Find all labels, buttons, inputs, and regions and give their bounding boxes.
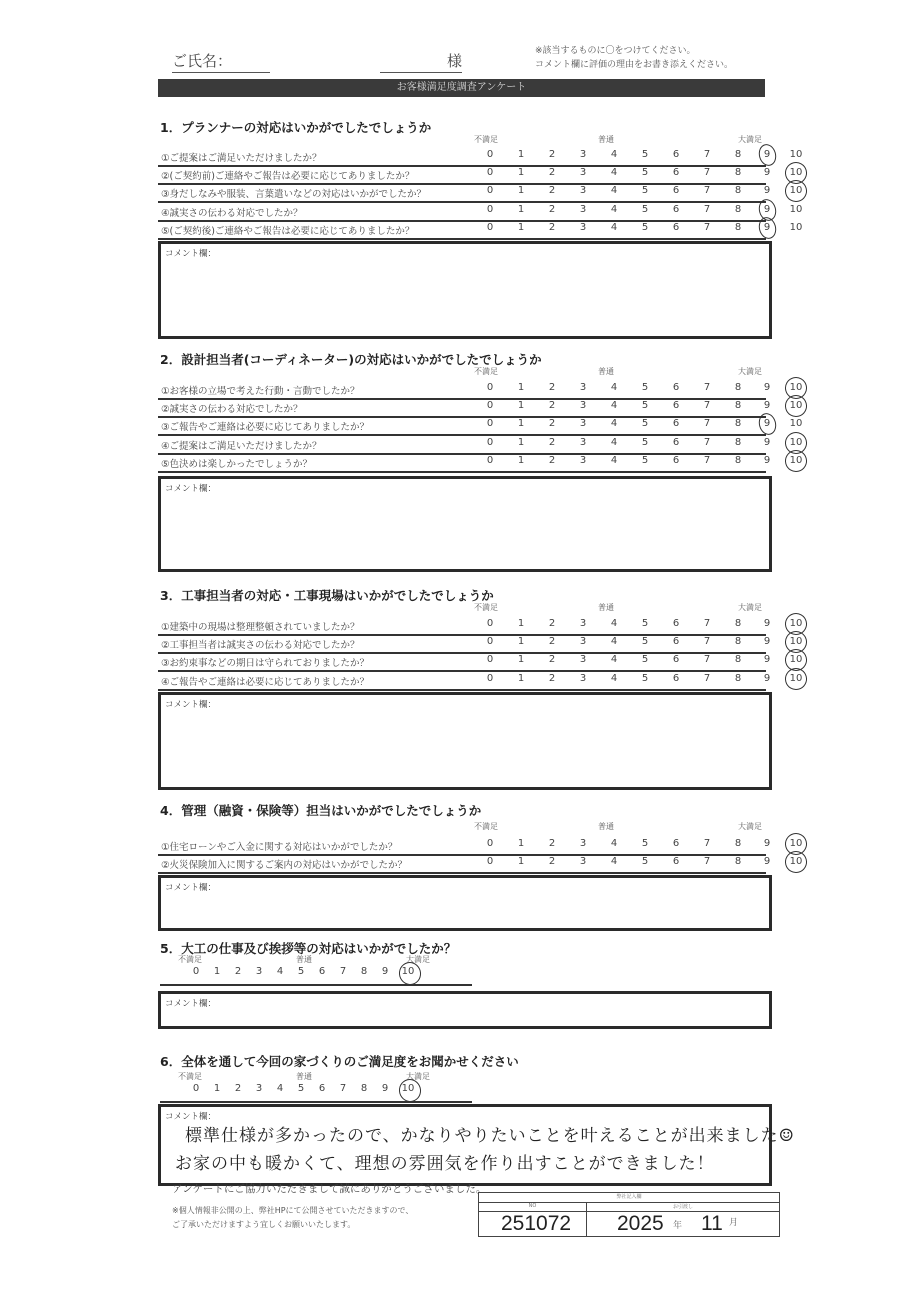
question-text: ③身だしなみや服装、言葉遣いなどの対応はいかがでしたか？ — [161, 189, 427, 201]
rating-option-9[interactable]: 9 — [763, 672, 771, 684]
rating-option-5[interactable]: 5 — [641, 436, 649, 448]
rating-option-1[interactable]: 1 — [517, 654, 525, 666]
rating-option-1[interactable]: 1 — [517, 672, 525, 684]
question-text: ①ご提案はご満足いただけましたか？ — [161, 153, 322, 164]
rating-option-3[interactable]: 3 — [579, 185, 587, 197]
rating-option-3[interactable]: 3 — [579, 672, 587, 684]
question-text: ①建築中の現場は整理整頓されていましたか？ — [161, 622, 360, 633]
comment-box[interactable] — [158, 241, 772, 339]
privacy-note-2: ご了承いただけますよう宜しくお願いいたします。 — [172, 1220, 356, 1229]
rating-option-6[interactable]: 6 — [672, 436, 680, 448]
rating-option-4[interactable]: 4 — [610, 149, 618, 160]
rating-option-1[interactable]: 1 — [517, 185, 525, 197]
rating-option-7[interactable]: 7 — [703, 149, 711, 160]
rating-option-7[interactable]: 7 — [703, 167, 711, 179]
rating-option-5[interactable]: 5 — [641, 636, 649, 648]
question-row — [158, 202, 803, 222]
question-text: ②火災保険加入に関するご案内の対応はいかがでしたか？ — [161, 860, 408, 872]
rating-option-2[interactable]: 2 — [548, 838, 556, 849]
month-unit: 月 — [729, 1217, 739, 1227]
question-text: ④ご報告やご連絡は必要に応じてありましたか？ — [161, 676, 370, 688]
rating-option-9[interactable]: 9 — [763, 856, 771, 868]
question-row — [158, 147, 803, 167]
rating-option-8[interactable]: 8 — [734, 185, 742, 197]
rating-option-1[interactable]: 1 — [517, 400, 525, 412]
rating-option-4[interactable]: 4 — [610, 185, 618, 197]
rating-option-2[interactable]: 2 — [548, 454, 556, 466]
rating-option-8[interactable]: 8 — [734, 400, 742, 412]
rating-option-3[interactable]: 3 — [579, 436, 587, 448]
rating-option-8[interactable]: 8 — [734, 203, 742, 215]
rating-option-10[interactable]: 10 — [789, 400, 803, 412]
thanks-message: アンケートにご協力いただきまして誠にありがとうございました。 — [172, 1183, 487, 1195]
rating-option-1[interactable]: 1 — [517, 856, 525, 868]
scale-label-mid: 普通 — [598, 822, 614, 831]
instruction-note-1: ※該当するものに〇をつけてください。 — [535, 46, 696, 56]
rating-option-2[interactable]: 2 — [548, 418, 556, 430]
handwritten-comment-line-1: 標準仕様が多かったので、かなりやりたいことを叶えることが出来ました☺ — [185, 1126, 795, 1146]
question-row — [158, 435, 803, 455]
rating-option-6[interactable]: 6 — [672, 654, 680, 666]
rating-option-2[interactable]: 2 — [548, 856, 556, 868]
rating-option-4[interactable]: 4 — [276, 1083, 284, 1094]
comment-box[interactable] — [158, 692, 772, 790]
section-title: 6．全体を通して今回の家づくりのご満足度をお聞かせください — [160, 1054, 519, 1069]
rating-option-6[interactable]: 6 — [672, 454, 680, 466]
question-row — [158, 416, 803, 436]
survey-title-banner: お客様満足度調査アンケート — [158, 79, 765, 97]
rating-option-0[interactable]: 0 — [486, 203, 494, 215]
rating-option-2[interactable]: 2 — [548, 221, 556, 233]
rating-option-4[interactable]: 4 — [610, 221, 618, 233]
selected-rating-circle — [783, 393, 810, 420]
rating-option-4[interactable]: 4 — [610, 382, 618, 393]
rating-option-10[interactable]: 10 — [789, 636, 803, 648]
rating-option-1[interactable]: 1 — [517, 436, 525, 448]
rating-option-2[interactable]: 2 — [234, 966, 242, 977]
rating-option-0[interactable]: 0 — [486, 454, 494, 466]
rating-option-9[interactable]: 9 — [763, 436, 771, 448]
scale-label-high: 大満足 — [406, 955, 430, 964]
rating-option-5[interactable]: 5 — [641, 418, 649, 430]
rating-option-5[interactable]: 5 — [641, 149, 649, 160]
rating-option-8[interactable]: 8 — [734, 221, 742, 233]
selected-rating-circle — [783, 849, 810, 876]
rating-option-6[interactable]: 6 — [672, 167, 680, 179]
selected-rating-circle — [756, 412, 778, 438]
handover-label: お引渡し — [587, 1203, 779, 1212]
rating-option-2[interactable]: 2 — [548, 636, 556, 648]
question-text: ⑤色決めは楽しかったでしょうか？ — [161, 458, 313, 470]
rating-option-9[interactable]: 9 — [763, 400, 771, 412]
rating-option-3[interactable]: 3 — [579, 856, 587, 868]
rating-option-6[interactable]: 6 — [672, 221, 680, 233]
rating-option-10[interactable]: 10 — [789, 149, 803, 160]
scale-label-low: 不満足 — [178, 955, 202, 964]
rating-option-4[interactable]: 4 — [610, 167, 618, 179]
rating-option-3[interactable]: 3 — [255, 1083, 263, 1094]
rating-option-8[interactable]: 8 — [734, 454, 742, 466]
rating-option-0[interactable]: 0 — [486, 418, 494, 430]
rating-option-6[interactable]: 6 — [318, 966, 326, 977]
comment-label: コメント欄： — [165, 484, 217, 494]
rating-option-1[interactable]: 1 — [517, 618, 525, 629]
rating-option-5[interactable]: 5 — [641, 856, 649, 868]
rating-option-4[interactable]: 4 — [610, 418, 618, 430]
rating-option-0[interactable]: 0 — [486, 636, 494, 648]
section-title: 2．設計担当者(コーディネーター)の対応はいかがでしたでしょうか — [160, 352, 542, 367]
rating-option-1[interactable]: 1 — [517, 221, 525, 233]
rating-option-0[interactable]: 0 — [486, 400, 494, 412]
rating-option-5[interactable]: 5 — [641, 654, 649, 666]
rating-option-7[interactable]: 7 — [339, 1083, 347, 1094]
rating-option-7[interactable]: 7 — [703, 856, 711, 868]
rating-option-7[interactable]: 7 — [703, 221, 711, 233]
instruction-note-2: コメント欄に評価の理由をお書き添えください。 — [535, 60, 734, 70]
rating-option-0[interactable]: 0 — [486, 856, 494, 868]
selected-rating-circle — [756, 142, 778, 168]
rating-option-0[interactable]: 0 — [486, 618, 494, 629]
rating-option-7[interactable]: 7 — [703, 436, 711, 448]
rating-option-8[interactable]: 8 — [734, 418, 742, 430]
rating-option-7[interactable]: 7 — [703, 418, 711, 430]
scale-underline — [160, 984, 472, 986]
question-row — [158, 220, 803, 240]
rating-option-3[interactable]: 3 — [579, 636, 587, 648]
rating-option-8[interactable]: 8 — [734, 382, 742, 393]
scale-label-low: 不満足 — [474, 367, 498, 376]
rating-option-2[interactable]: 2 — [548, 400, 556, 412]
rating-option-4[interactable]: 4 — [610, 856, 618, 868]
rating-option-5[interactable]: 5 — [641, 672, 649, 684]
rating-option-2[interactable]: 2 — [548, 618, 556, 629]
question-text: ②工事担当者は誠実さの伝わる対応でしたか？ — [161, 640, 360, 652]
rating-option-3[interactable]: 3 — [579, 418, 587, 430]
rating-option-2[interactable]: 2 — [234, 1083, 242, 1094]
rating-option-6[interactable]: 6 — [672, 636, 680, 648]
rating-option-2[interactable]: 2 — [548, 185, 556, 197]
question-text: ②誠実さの伝わる対応でしたか？ — [161, 404, 303, 416]
rating-option-5[interactable]: 5 — [297, 1083, 305, 1094]
rating-option-10[interactable]: 10 — [789, 203, 803, 215]
rating-option-10[interactable]: 10 — [789, 838, 803, 849]
rating-option-10[interactable]: 10 — [789, 856, 803, 868]
comment-box[interactable] — [158, 875, 772, 931]
rating-option-10[interactable]: 10 — [789, 167, 803, 179]
rating-option-3[interactable]: 3 — [579, 167, 587, 179]
rating-option-5[interactable]: 5 — [641, 838, 649, 849]
rating-option-0[interactable]: 0 — [192, 1083, 200, 1094]
question-row — [158, 398, 803, 418]
rating-option-3[interactable]: 3 — [579, 221, 587, 233]
section-title: 3．工事担当者の対応・工事現場はいかがでしたでしょうか — [160, 588, 494, 603]
selected-rating-circle — [783, 447, 810, 474]
comment-box[interactable] — [158, 476, 772, 572]
question-row — [158, 854, 803, 874]
rating-option-10[interactable]: 10 — [401, 966, 415, 977]
rating-option-6[interactable]: 6 — [672, 618, 680, 629]
question-row — [158, 183, 803, 203]
rating-option-7[interactable]: 7 — [703, 382, 711, 393]
scale-label-mid: 普通 — [598, 135, 614, 144]
rating-option-1[interactable]: 1 — [517, 167, 525, 179]
rating-option-9[interactable]: 9 — [381, 966, 389, 977]
scale-label-high: 大満足 — [406, 1072, 430, 1081]
rating-option-9[interactable]: 9 — [763, 149, 771, 160]
rating-option-4[interactable]: 4 — [610, 454, 618, 466]
rating-option-0[interactable]: 0 — [486, 221, 494, 233]
question-row — [158, 165, 803, 185]
rating-option-10[interactable]: 10 — [401, 1083, 415, 1094]
rating-option-7[interactable]: 7 — [703, 636, 711, 648]
rating-option-2[interactable]: 2 — [548, 167, 556, 179]
comment-label: コメント欄： — [165, 883, 217, 893]
question-row — [158, 671, 803, 691]
honorific: 様 — [446, 52, 462, 70]
rating-option-6[interactable]: 6 — [672, 856, 680, 868]
rating-option-0[interactable]: 0 — [486, 838, 494, 849]
question-row — [158, 616, 803, 636]
rating-option-0[interactable]: 0 — [486, 672, 494, 684]
rating-option-10[interactable]: 10 — [789, 221, 803, 233]
scale-label-mid: 普通 — [598, 603, 614, 612]
rating-option-5[interactable]: 5 — [641, 382, 649, 393]
question-text: ③お約束事などの期日は守られておりましたか？ — [161, 658, 370, 670]
rating-option-5[interactable]: 5 — [641, 400, 649, 412]
rating-option-0[interactable]: 0 — [486, 654, 494, 666]
rating-option-0[interactable]: 0 — [486, 436, 494, 448]
rating-option-4[interactable]: 4 — [610, 838, 618, 849]
rating-option-9[interactable]: 9 — [763, 618, 771, 629]
rating-option-1[interactable]: 1 — [517, 418, 525, 430]
selected-rating-circle — [756, 215, 778, 241]
question-text: ②(ご契約前)ご連絡やご報告は必要に応じてありましたか？ — [161, 171, 415, 183]
comment-box[interactable] — [158, 991, 772, 1029]
rating-option-0[interactable]: 0 — [486, 382, 494, 393]
rating-option-7[interactable]: 7 — [703, 654, 711, 666]
rating-option-8[interactable]: 8 — [734, 856, 742, 868]
section-title: 1．プランナーの対応はいかがでしたでしょうか — [160, 120, 432, 135]
rating-option-0[interactable]: 0 — [486, 167, 494, 179]
rating-option-1[interactable]: 1 — [213, 1083, 221, 1094]
rating-option-3[interactable]: 3 — [579, 618, 587, 629]
rating-option-7[interactable]: 7 — [703, 618, 711, 629]
rating-option-9[interactable]: 9 — [763, 203, 771, 215]
rating-option-5[interactable]: 5 — [641, 203, 649, 215]
rating-option-4[interactable]: 4 — [610, 618, 618, 629]
question-row — [158, 652, 803, 672]
rating-option-8[interactable]: 8 — [734, 672, 742, 684]
question-row — [158, 453, 803, 473]
rating-option-5[interactable]: 5 — [641, 221, 649, 233]
rating-option-3[interactable]: 3 — [579, 203, 587, 215]
comment-label: コメント欄： — [165, 1112, 217, 1122]
comment-label: コメント欄： — [165, 999, 217, 1009]
rating-option-7[interactable]: 7 — [703, 672, 711, 684]
scale-underline — [160, 1101, 472, 1103]
question-text: ①お客様の立場で考えた行動・言動でしたか？ — [161, 386, 360, 397]
rating-option-0[interactable]: 0 — [486, 185, 494, 197]
rating-option-9[interactable]: 9 — [763, 454, 771, 466]
rating-option-2[interactable]: 2 — [548, 672, 556, 684]
rating-option-10[interactable]: 10 — [789, 418, 803, 430]
rating-option-10[interactable]: 10 — [789, 654, 803, 666]
rating-option-0[interactable]: 0 — [486, 149, 494, 160]
rating-option-1[interactable]: 1 — [517, 382, 525, 393]
divider — [586, 1203, 587, 1236]
scale-label-mid: 普通 — [296, 955, 312, 964]
rating-option-4[interactable]: 4 — [610, 436, 618, 448]
handover-month: 11 — [701, 1212, 723, 1235]
scale-label-high: 大満足 — [738, 603, 762, 612]
rating-option-6[interactable]: 6 — [672, 382, 680, 393]
section-title: 5．大工の仕事及び挨拶等の対応はいかがでしたか？ — [160, 941, 457, 956]
rating-option-10[interactable]: 10 — [789, 454, 803, 466]
scale-label-high: 大満足 — [738, 135, 762, 144]
rating-option-9[interactable]: 9 — [381, 1083, 389, 1094]
rating-option-9[interactable]: 9 — [763, 185, 771, 197]
comment-label: コメント欄： — [165, 700, 217, 710]
scale-label-low: 不満足 — [474, 135, 498, 144]
handover-year: 2025 — [617, 1212, 664, 1235]
rating-option-8[interactable]: 8 — [360, 1083, 368, 1094]
rating-option-10[interactable]: 10 — [789, 382, 803, 393]
rating-option-4[interactable]: 4 — [610, 203, 618, 215]
rating-option-7[interactable]: 7 — [703, 203, 711, 215]
question-text: ⑤(ご契約後)ご連絡やご報告は必要に応じてありましたか？ — [161, 225, 415, 237]
rating-option-3[interactable]: 3 — [579, 454, 587, 466]
office-use-box — [478, 1192, 780, 1237]
rating-option-9[interactable]: 9 — [763, 167, 771, 179]
selected-rating-circle — [783, 178, 810, 205]
scale-label-mid: 普通 — [598, 367, 614, 376]
rating-option-10[interactable]: 10 — [789, 672, 803, 684]
rating-option-2[interactable]: 2 — [548, 382, 556, 393]
rating-option-2[interactable]: 2 — [548, 203, 556, 215]
rating-option-7[interactable]: 7 — [339, 966, 347, 977]
rating-option-6[interactable]: 6 — [672, 203, 680, 215]
rating-option-9[interactable]: 9 — [763, 382, 771, 393]
rating-option-9[interactable]: 9 — [763, 838, 771, 849]
selected-rating-circle — [783, 665, 810, 692]
rating-option-10[interactable]: 10 — [789, 436, 803, 448]
rating-option-7[interactable]: 7 — [703, 400, 711, 412]
rating-option-6[interactable]: 6 — [672, 185, 680, 197]
rating-option-2[interactable]: 2 — [548, 149, 556, 160]
rating-option-2[interactable]: 2 — [548, 654, 556, 666]
question-text: ①住宅ローンやご入金に関する対応はいかがでしたか？ — [161, 842, 398, 853]
rating-option-4[interactable]: 4 — [610, 636, 618, 648]
rating-option-8[interactable]: 8 — [734, 636, 742, 648]
rating-option-1[interactable]: 1 — [517, 636, 525, 648]
handwritten-comment-line-2: お家の中も暖かくて、理想の雰囲気を作り出すことができました！ — [175, 1154, 715, 1174]
rating-option-3[interactable]: 3 — [579, 400, 587, 412]
rating-option-3[interactable]: 3 — [579, 838, 587, 849]
rating-option-5[interactable]: 5 — [641, 454, 649, 466]
record-number: 251072 — [501, 1212, 572, 1235]
scale-label-high: 大満足 — [738, 367, 762, 376]
rating-option-3[interactable]: 3 — [579, 149, 587, 160]
rating-option-6[interactable]: 6 — [672, 418, 680, 430]
comment-box[interactable] — [158, 1104, 795, 1186]
rating-option-9[interactable]: 9 — [763, 418, 771, 430]
question-text: ④ご提案はご満足いただけましたか？ — [161, 440, 322, 452]
question-row — [158, 836, 803, 856]
rating-option-5[interactable]: 5 — [641, 185, 649, 197]
customer-name-label: ご氏名： — [172, 50, 270, 73]
rating-option-5[interactable]: 5 — [641, 618, 649, 629]
customer-name-field[interactable] — [380, 50, 462, 73]
section-title: 4．管理（融資・保険等）担当はいかがでしたでしょうか — [160, 803, 482, 818]
rating-option-4[interactable]: 4 — [610, 654, 618, 666]
privacy-note-1: ※個人情報非公開の上、弊社HPにて公開させていただきますので、 — [172, 1206, 414, 1215]
question-text: ④誠実さの伝わる対応でしたか？ — [161, 207, 303, 219]
year-unit: 年 — [673, 1220, 683, 1230]
scale-label-low: 不満足 — [178, 1072, 202, 1081]
rating-option-6[interactable]: 6 — [672, 672, 680, 684]
rating-option-9[interactable]: 9 — [763, 654, 771, 666]
scale-label-high: 大満足 — [738, 822, 762, 831]
question-text: ③ご報告やご連絡は必要に応じてありましたか？ — [161, 422, 370, 434]
rating-option-4[interactable]: 4 — [276, 966, 284, 977]
comment-label: コメント欄： — [165, 249, 217, 259]
rating-option-10[interactable]: 10 — [789, 185, 803, 197]
rating-option-1[interactable]: 1 — [517, 149, 525, 160]
rating-option-8[interactable]: 8 — [734, 149, 742, 160]
rating-option-7[interactable]: 7 — [703, 838, 711, 849]
rating-option-7[interactable]: 7 — [703, 454, 711, 466]
question-row — [158, 634, 803, 654]
rating-option-9[interactable]: 9 — [763, 636, 771, 648]
rating-option-5[interactable]: 5 — [297, 966, 305, 977]
rating-option-6[interactable]: 6 — [672, 149, 680, 160]
rating-option-1[interactable]: 1 — [517, 838, 525, 849]
rating-option-3[interactable]: 3 — [255, 966, 263, 977]
rating-option-3[interactable]: 3 — [579, 382, 587, 393]
rating-option-6[interactable]: 6 — [318, 1083, 326, 1094]
office-use-header: 弊社記入欄 — [479, 1193, 779, 1203]
rating-option-7[interactable]: 7 — [703, 185, 711, 197]
rating-option-6[interactable]: 6 — [672, 400, 680, 412]
rating-option-9[interactable]: 9 — [763, 221, 771, 233]
rating-option-10[interactable]: 10 — [789, 618, 803, 629]
rating-option-5[interactable]: 5 — [641, 167, 649, 179]
rating-option-8[interactable]: 8 — [734, 838, 742, 849]
rating-option-4[interactable]: 4 — [610, 400, 618, 412]
rating-option-1[interactable]: 1 — [517, 454, 525, 466]
rating-option-8[interactable]: 8 — [734, 618, 742, 629]
rating-option-8[interactable]: 8 — [734, 436, 742, 448]
rating-option-0[interactable]: 0 — [192, 966, 200, 977]
rating-option-3[interactable]: 3 — [579, 654, 587, 666]
rating-option-1[interactable]: 1 — [517, 203, 525, 215]
rating-option-8[interactable]: 8 — [360, 966, 368, 977]
rating-option-8[interactable]: 8 — [734, 167, 742, 179]
rating-option-2[interactable]: 2 — [548, 436, 556, 448]
scale-label-low: 不満足 — [474, 822, 498, 831]
no-label: NO — [479, 1203, 587, 1212]
question-row — [158, 380, 803, 400]
rating-option-1[interactable]: 1 — [213, 966, 221, 977]
scale-label-mid: 普通 — [296, 1072, 312, 1081]
rating-option-6[interactable]: 6 — [672, 838, 680, 849]
scale-label-low: 不満足 — [474, 603, 498, 612]
rating-option-8[interactable]: 8 — [734, 654, 742, 666]
rating-option-4[interactable]: 4 — [610, 672, 618, 684]
